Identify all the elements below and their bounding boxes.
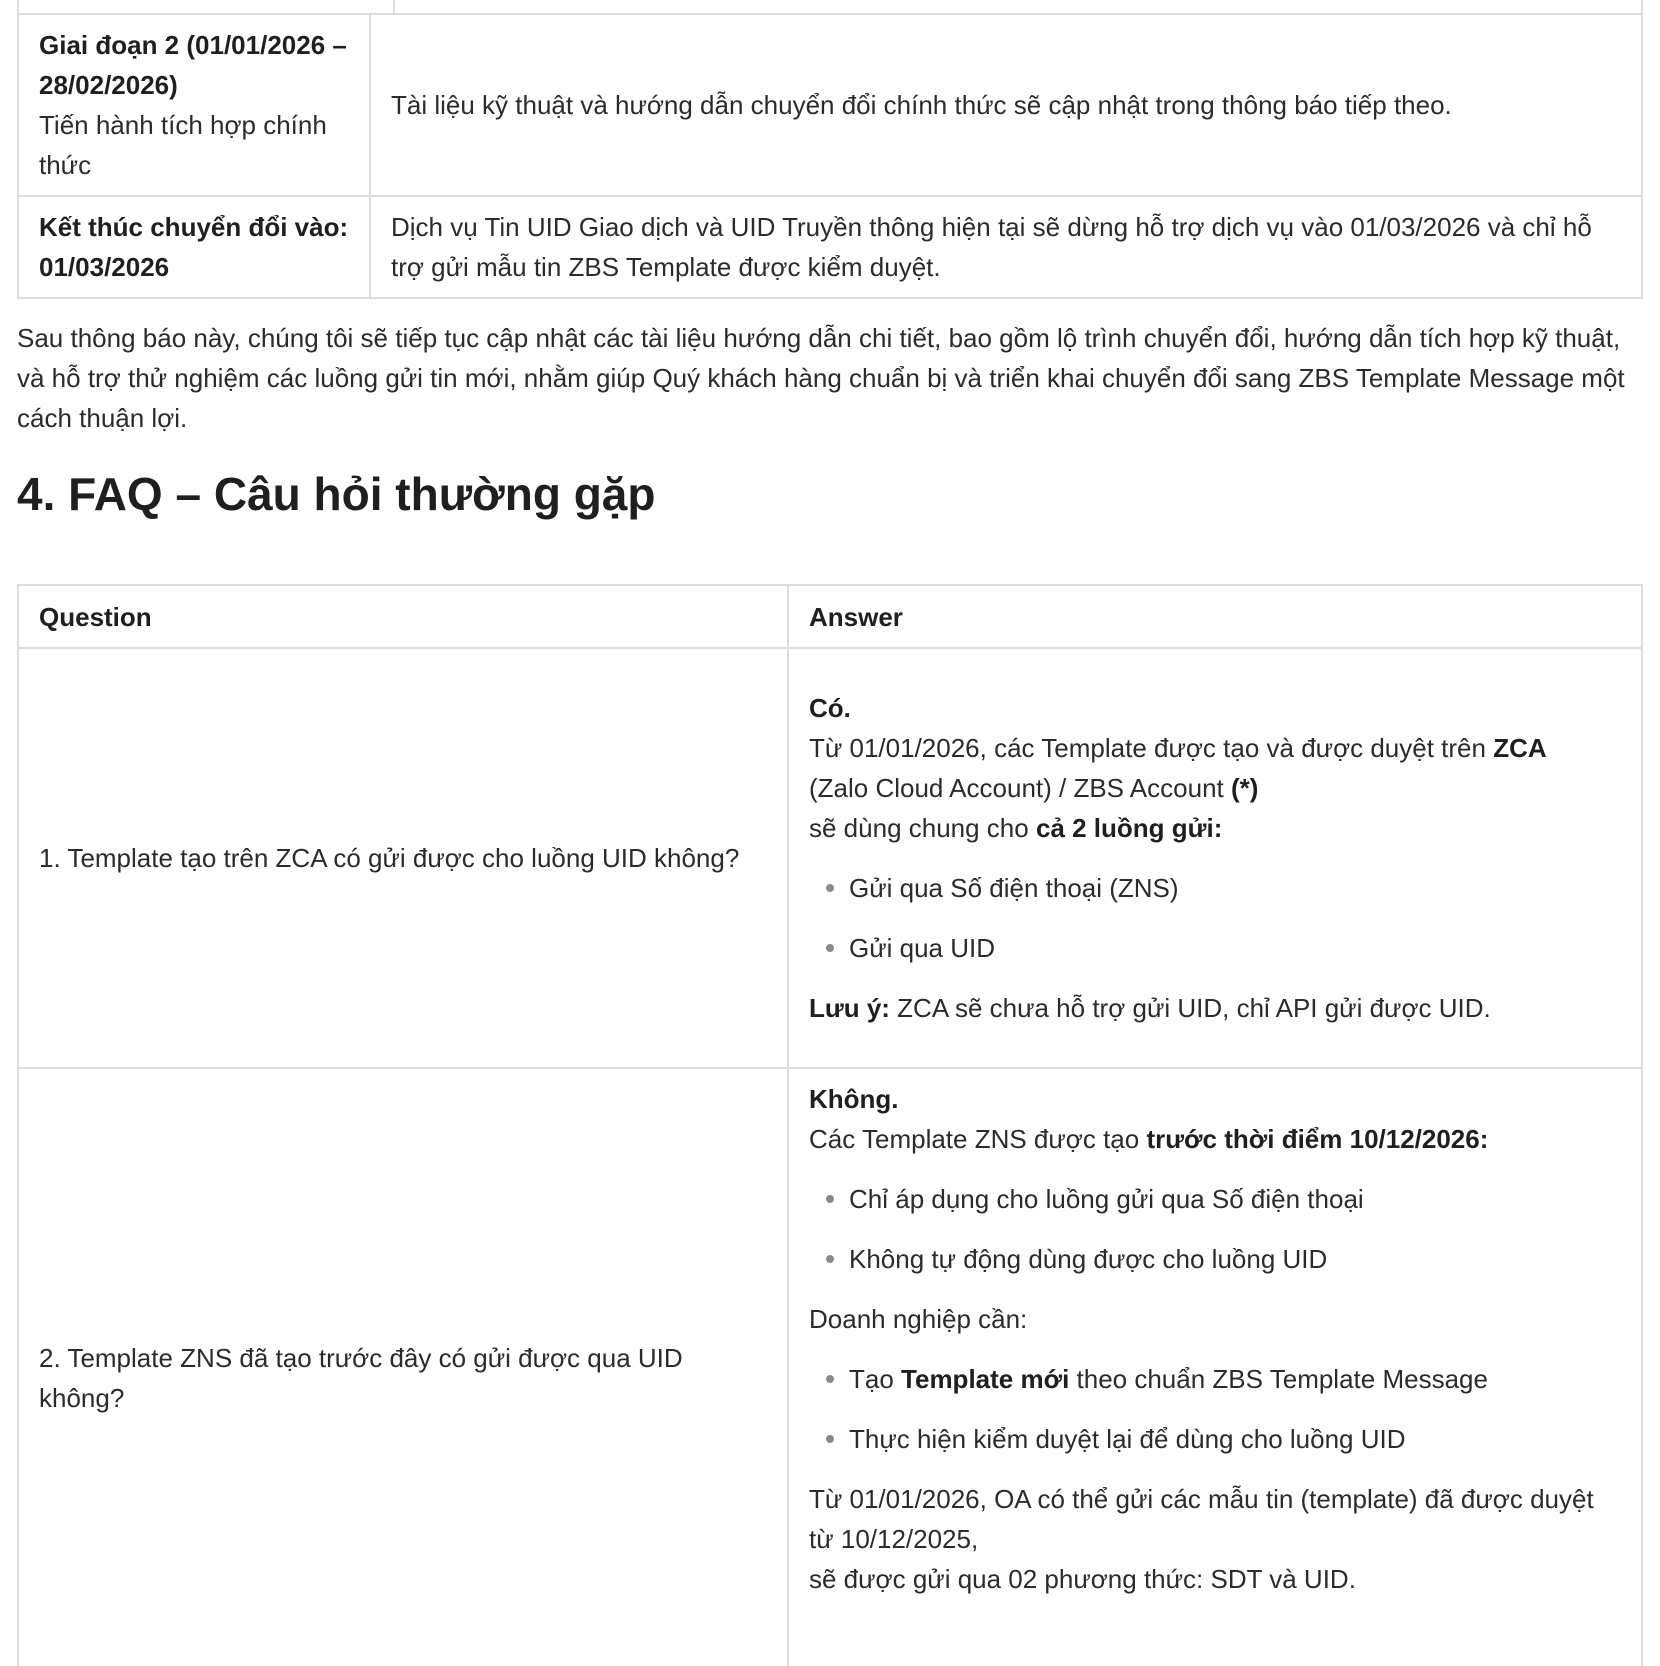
faq-q1-note-label: Lưu ý: [809, 993, 890, 1023]
timeline-end-title: Kết thúc chuyển đổi vào: 01/03/2026 [39, 212, 349, 282]
faq-q2-bullet2a-pre: Tạo [849, 1364, 902, 1394]
timeline-row-end [18, 196, 1642, 298]
faq-column-answer: Answer [788, 585, 1642, 648]
timeline-phase2-subtitle: Tiến hành tích hợp chính thức [39, 110, 327, 180]
faq-q1-line2 [809, 768, 1621, 808]
faq-q2-bullets-1 [809, 1179, 1621, 1279]
faq-q1-question: 1. Template tạo trên ZCA có gửi được cho luồng UID không? [18, 648, 788, 1068]
list-item [809, 1359, 1621, 1399]
faq-q2-answer [788, 1068, 1642, 1666]
list-item: Chỉ áp dụng cho luồng gửi qua Số điện thoại [809, 1179, 1621, 1219]
faq-q1-answer [788, 648, 1642, 1068]
faq-q1-line2-text: (Zalo Cloud Account) / ZBS Account [809, 773, 1231, 803]
timeline-row-phase2 [18, 14, 1642, 196]
faq-q1-bullets [809, 868, 1621, 968]
faq-header-row [18, 585, 1642, 648]
faq-q1-note [809, 988, 1621, 1028]
faq-q2-bullet2a-post: theo chuẩn ZBS Template Message [1069, 1364, 1488, 1394]
faq-row-2 [18, 1068, 1642, 1666]
timeline-table-top-edge [17, 0, 1643, 13]
faq-q2-line1-text: Các Template ZNS được tạo [809, 1124, 1147, 1154]
faq-q1-line1-text: Từ 01/01/2026, các Template được tạo và được duyệt trên [809, 733, 1494, 763]
faq-q2-question: 2. Template ZNS đã tạo trước đây có gửi được qua UID không? [18, 1068, 788, 1666]
list-item: Không tự động dùng được cho luồng UID [809, 1239, 1621, 1279]
faq-row-1 [18, 648, 1642, 1068]
faq-q2-bullets-2 [809, 1359, 1621, 1459]
faq-q2-closing-line1: Từ 01/01/2026, OA có thể gửi các mẫu tin (template) đã được duyệt từ 10/12/2025, [809, 1484, 1594, 1554]
list-item: Gửi qua UID [809, 928, 1621, 968]
list-item: Gửi qua Số điện thoại (ZNS) [809, 868, 1621, 908]
faq-q2-answer-title: Không. [809, 1084, 899, 1114]
timeline-table [17, 13, 1643, 299]
faq-q1-line2-bold: (*) [1230, 773, 1259, 803]
faq-q2-line1 [809, 1119, 1621, 1159]
faq-q2-line1-bold: trước thời điểm 10/12/2026: [1146, 1124, 1489, 1154]
timeline-end-description: Dịch vụ Tin UID Giao dịch và UID Truyền thông hiện tại sẽ dừng hỗ trợ dịch vụ vào 01/03/2026 và chỉ hỗ trợ gửi mẫu tin ZBS Template được kiểm duyệt. [370, 196, 1642, 298]
faq-q2-closing-line2: sẽ được gửi qua 02 phương thức: SDT và UID. [809, 1564, 1356, 1594]
followup-paragraph: Sau thông báo này, chúng tôi sẽ tiếp tục cập nhật các tài liệu hướng dẫn chi tiết, bao gồm lộ trình chuyển đổi, hướng dẫn tích hợp kỹ thuật, và hỗ trợ thử nghiệm các luồng gửi tin mới, nhằm giúp Quý khách hàng chuẩn bị và triển khai chuyển đổi sang ZBS Template Message một cách thuận lợi. [17, 323, 1625, 433]
faq-table [17, 584, 1643, 1666]
faq-q1-answer-title: Có. [809, 693, 851, 723]
faq-q1-line3-bold: cả 2 luồng gửi: [1035, 813, 1223, 843]
timeline-phase2-label-cell [18, 14, 370, 196]
faq-q1-note-text: ZCA sẽ chưa hỗ trợ gửi UID, chỉ API gửi được UID. [889, 993, 1491, 1023]
faq-q1-line1-bold: ZCA [1493, 733, 1547, 763]
faq-column-question: Question [18, 585, 788, 648]
timeline-phase2-title: Giai đoạn 2 (01/01/2026 – 28/02/2026) [39, 30, 347, 100]
faq-q1-line1 [809, 728, 1621, 768]
faq-heading: 4. FAQ – Câu hỏi thường gặp [17, 468, 656, 520]
list-item: Thực hiện kiểm duyệt lại để dùng cho luồng UID [809, 1419, 1621, 1459]
faq-q2-need-label: Doanh nghiệp cần: [809, 1304, 1028, 1334]
timeline-end-label-cell [18, 196, 370, 298]
faq-q1-line3 [809, 808, 1621, 848]
faq-q1-line3-text: sẽ dùng chung cho [809, 813, 1036, 843]
faq-q2-bullet2a-bold: Template mới [901, 1364, 1070, 1394]
timeline-phase2-description: Tài liệu kỹ thuật và hướng dẫn chuyển đổi chính thức sẽ cập nhật trong thông báo tiếp theo. [370, 14, 1642, 196]
